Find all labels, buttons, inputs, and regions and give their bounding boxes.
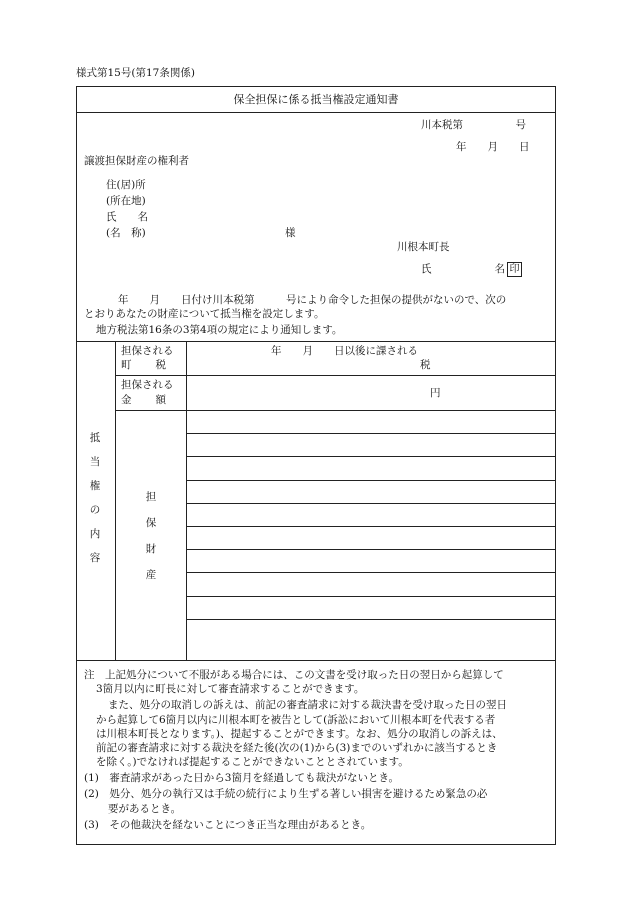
row1-label-a: 担保される: [121, 345, 174, 357]
property-entry-line: [186, 619, 556, 620]
honorific: 様: [285, 227, 296, 239]
note-p1-b: 3箇月以内に町長に対して審査請求することができます。: [96, 683, 365, 696]
property-entry-line: [186, 526, 556, 527]
row2-value: 円: [430, 387, 441, 399]
property-entry-line: [186, 456, 556, 457]
property-entry-line: [186, 572, 556, 573]
table-row-divider: [115, 410, 556, 411]
section-label-vertical: [88, 431, 102, 575]
issuer-title: 川根本町長: [397, 241, 450, 253]
property-entry-line: [186, 596, 556, 597]
issuer-name-label: 氏 名: [421, 263, 505, 275]
note-p2-b: から起算して6箇月以内に川根本町を被告として(訴訟において川根本町を代表する者: [96, 713, 496, 726]
note-p2-a: また、処分の取消しの訴えは、前記の審査請求に対する裁決書を受け取った日の翌日: [108, 699, 507, 712]
note-p1-a: 注 上記処分について不服がある場合には、この文書を受け取った日の翌日から起算して: [84, 669, 504, 681]
property-label-char: 保: [145, 517, 157, 529]
section-label-char: 内: [89, 528, 101, 540]
property-entry-line: [186, 549, 556, 550]
row1-value-b: 税: [420, 359, 431, 371]
corp-name-label: (名 称): [106, 227, 146, 239]
table-row-divider: [115, 375, 556, 376]
property-label-char: 担: [145, 491, 157, 503]
table-bottom-divider: [76, 660, 556, 661]
name-label: 氏 名: [106, 211, 148, 223]
row1-value-a: 年 月 日以後に課される: [271, 345, 418, 357]
title-divider: [76, 112, 556, 113]
form-number: 様式第15号(第17条関係): [76, 67, 195, 79]
row2-label-a: 担保される: [121, 379, 174, 391]
location-label: (所在地): [106, 195, 146, 207]
note-p2-c: は川根本町長となります。)、提起することができます。なお、処分の取消しの訴えは、: [96, 727, 503, 740]
section-label-char: 抵: [89, 432, 101, 444]
property-label-vertical: [144, 490, 158, 594]
body-line-3: 地方税法第16条の3第4項の規定により通知します。: [96, 324, 343, 336]
label-column-divider: [186, 341, 187, 660]
recipient-label: 譲渡担保財産の権利者: [84, 155, 189, 167]
property-label-char: 産: [145, 569, 157, 581]
address-label: 住(居)所: [106, 179, 146, 191]
section-label-char: 当: [89, 456, 101, 468]
note-item-2-b: 要があるとき。: [108, 802, 182, 815]
section-label-char: の: [89, 504, 101, 516]
note-item-1: (1) 審査請求があった日から3箇月を経過しても裁決がないとき。: [84, 772, 400, 785]
section-label-char: 容: [89, 552, 101, 564]
issuer-name-row: [421, 262, 522, 277]
property-entry-line: [186, 433, 556, 434]
body-line-2: とおりあなたの財産について抵当権を設定します。: [84, 308, 325, 320]
property-entry-line: [186, 480, 556, 481]
note-item-3: (3) その他裁決を経ないことにつき正当な理由があるとき。: [84, 818, 372, 831]
issue-date: 年 月 日: [456, 141, 530, 153]
section-label-char: 権: [89, 480, 101, 492]
note-item-2-a: (2) 処分、処分の執行又は手続の続行により生ずる著しい損害を避けるため緊急の必: [84, 788, 488, 801]
note-p2-d: 前記の審査請求に対する裁決を経た後(次の(1)から(3)までのいずれかに該当するとき: [96, 741, 498, 754]
note-p2-e: を除く。)でなければ提起することができないこととされています。: [96, 756, 409, 769]
body-line-1: 年 月 日付け川本税第 号により命令した担保の提供がないので、次の: [118, 294, 507, 306]
notes-section: [84, 668, 552, 832]
property-label-char: 財: [145, 543, 157, 555]
row1-label-b: 町 税: [121, 359, 167, 371]
row2-label-b: 金 額: [121, 394, 167, 406]
seal-mark: 印: [507, 262, 522, 277]
property-entry-line: [186, 503, 556, 504]
doc-number: 川本税第 号: [421, 119, 526, 131]
page-title: 保全担保に係る抵当権設定通知書: [233, 93, 399, 106]
header-divider: [76, 341, 556, 342]
section-column-divider: [115, 341, 116, 660]
